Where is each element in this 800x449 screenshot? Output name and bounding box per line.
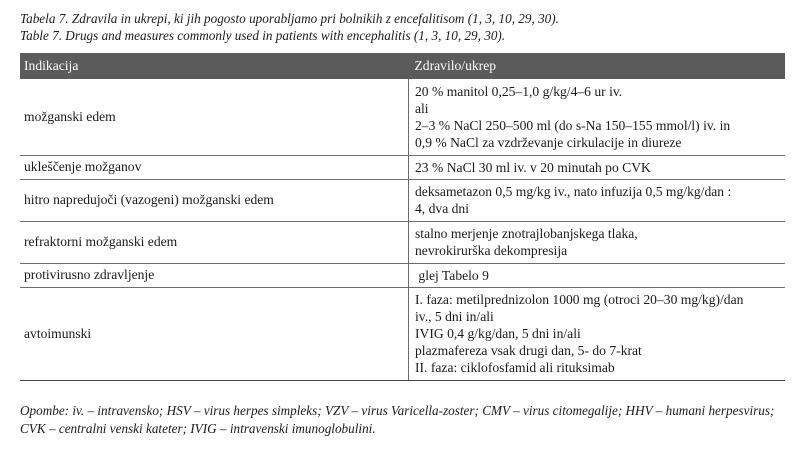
table-row [20,79,785,155]
drug-cell [409,287,786,380]
drug-line: ali [415,100,429,116]
indication-cell: možganski edem [20,79,409,155]
drug-line: 4, dva dni [415,201,469,216]
drug-line: plazmafereza vsak drugi dan, 5- do 7-krat [415,343,642,358]
drug-line: 2–3 % NaCl 250–500 ml (do s-Na 150–155 mmol/l) iv. in [415,117,731,133]
drug-line: 23 % NaCl 30 ml iv. v 20 minutah po CVK [415,159,651,175]
drug-line: 20 % manitol 0,25–1,0 g/kg/4–6 ur iv. [415,83,623,99]
table-row [20,155,785,179]
drug-line: II. faza: ciklofosfamid ali rituksimab [415,360,615,375]
caption-slovene: Tabela 7. Zdravila in ukrepi, ki jih pogosto uporabljamo pri bolnikih z encefalitisom (1, 3, 10, 29, 30). [20,11,559,26]
table-captions [20,10,790,44]
drug-line: glej Tabelo 9 [415,267,489,283]
drug-cell [409,155,786,179]
drug-line: 0,9 % NaCl za vzdrževanje cirkulacije in diureze [415,134,682,150]
drug-line: stalno merjenje znotrajlobanjskega tlaka, [415,226,638,241]
drug-line: IVIG 0,4 g/kg/dan, 5 dni in/ali [415,326,581,341]
header-drug-measure: Zdravilo/ukrep [409,53,786,79]
table-row [20,221,785,263]
drug-cell [409,263,786,287]
indication-cell: avtoimunski [20,287,409,380]
table-footnote: Opombe: iv. – intravensko; HSV – virus herpes simpleks; VZV – virus Varicella-zoster; CMV – virus citomegalije; HHV – humani herpesvirus; CVK – centralni venski kateter; IVIG – intravenski imunoglobulini. [20,403,775,436]
indication-cell: protivirusno zdravljenje [20,263,409,287]
drugs-measures-table [20,53,785,381]
drug-line: deksametazon 0,5 mg/kg iv., nato infuzija 0,5 mg/kg/dan : [415,184,732,199]
table-row [20,179,785,221]
drug-line: I. faza: metilprednizolon 1000 mg (otroci 20–30 mg/kg)/dan [415,292,744,307]
header-indication: Indikacija [20,53,409,79]
drug-cell [409,179,786,221]
indication-cell: ukleščenje možganov [20,155,409,179]
indication-cell: hitro napredujoči (vazogeni) možganski edem [20,179,409,221]
drug-line: iv., 5 dni in/ali [415,309,494,324]
drug-cell [409,221,786,263]
drug-cell [409,79,786,155]
table-row [20,263,785,287]
caption-english: Table 7. Drugs and measures commonly used in patients with encephalitis (1, 3, 10, 29, 30). [20,28,506,43]
drug-line: nevrokirurška dekompresija [415,243,568,258]
table-row [20,287,785,380]
indication-cell: refraktorni možganski edem [20,221,409,263]
table-header-row [20,53,785,79]
